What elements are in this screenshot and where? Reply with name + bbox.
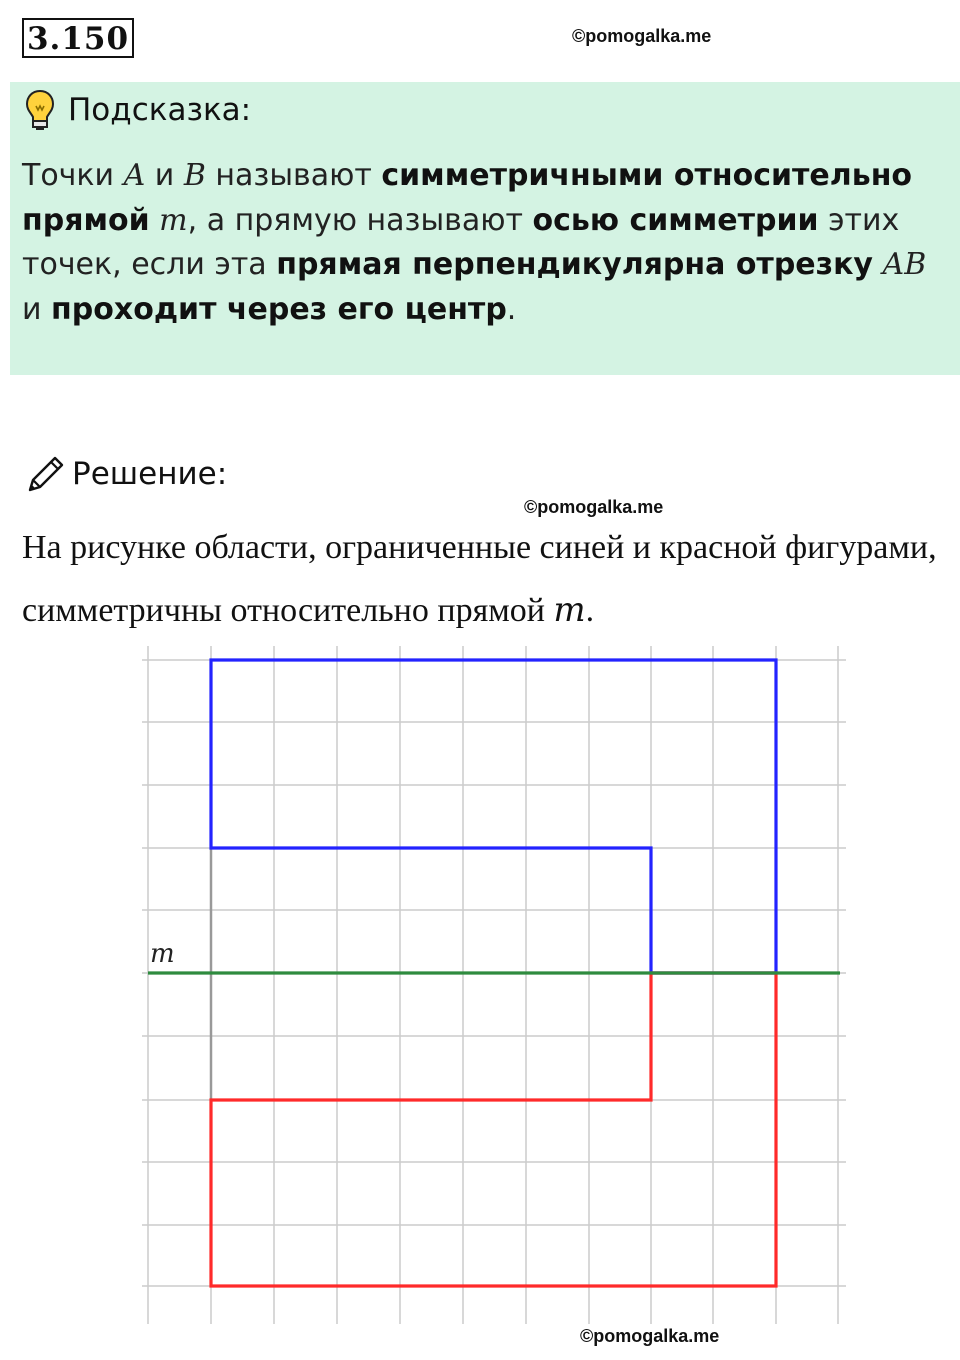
- solution-title: Решение:: [72, 456, 228, 492]
- hint-title: Подсказка:: [68, 92, 252, 128]
- lightbulb-icon: [24, 88, 56, 132]
- point-a: A: [123, 158, 146, 193]
- pencil-icon: [24, 452, 68, 496]
- red-figure: [211, 973, 776, 1286]
- line-m: m: [553, 590, 586, 630]
- line-m: m: [159, 202, 188, 238]
- watermark: ©pomogalka.me: [572, 26, 712, 46]
- axis-label: m: [150, 939, 175, 969]
- blue-figure: [211, 660, 776, 973]
- symmetry-figure: [140, 640, 850, 1330]
- watermark: ©pomogalka.me: [580, 1326, 720, 1346]
- watermark: ©pomogalka.me: [524, 497, 664, 517]
- task-number: 3.150: [22, 18, 134, 58]
- hint-text: Точки A и B называют симметричными относительно прямой m, а прямую называют осью симметрии этих точек, если эта прямая перпендикулярна отрезку AB и проходит через его центр.: [22, 158, 927, 327]
- solution-text: На рисунке области, ограниченные синей и красной фигурами, симметричны относительно прямой m.: [22, 529, 937, 630]
- segment-ab: AB: [882, 247, 927, 282]
- point-b: B: [183, 158, 206, 193]
- grid: [142, 646, 846, 1324]
